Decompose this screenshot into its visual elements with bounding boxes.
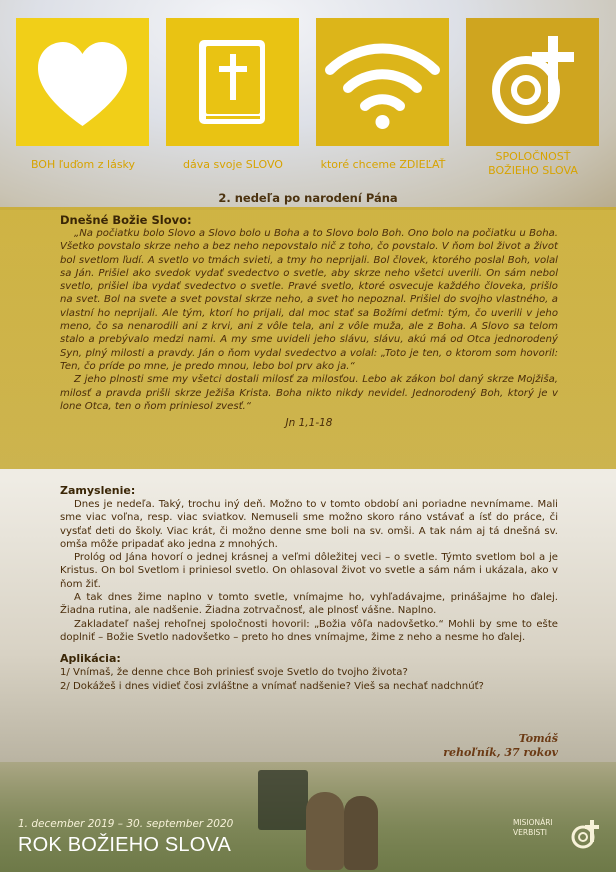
- tile-bible: [166, 18, 299, 146]
- sunday-title: 2. nedeľa po narodení Pána: [218, 191, 398, 205]
- reflection-paragraph-3: A tak dnes žime naplno v tomto svetle, vnímajme ho, vyhľadávajme, prinášajme ho ďalej. Žiadna rutina, ale nadšenie. Žiadna zotrvačnosť, ale plnosť vášne. Naplno.: [60, 592, 558, 617]
- book-photo-shape: [258, 770, 308, 830]
- application-heading: Aplikácia:: [60, 652, 121, 666]
- gospel-heading: Dnešné Božie Slovo:: [60, 213, 192, 227]
- reflection-paragraph-1: Dnes je nedeľa. Taký, trochu iný deň. Možno to v tomto období ani poriadne nevnímame. Mali sme viac voľna, resp. viac sviatkov. Nemuseli sme možno skoro ráno vstávať a ísť do práce, či vysťať deti do školy. Viac krát, či možno denne sme boli na sv. omši. A tak nám aj tá dnešná sv. omša môže pripadať ako jedna z mnohých.: [60, 499, 558, 550]
- gospel-section: [0, 207, 616, 469]
- heart-icon: [16, 18, 149, 146]
- signature-name: Tomáš: [518, 732, 558, 745]
- tile-wifi: [316, 18, 449, 146]
- signature-role: rehoľník, 37 rokov: [443, 746, 558, 759]
- missionaries-logo-text: [513, 818, 563, 838]
- shoe-photo-shape-right: [344, 796, 378, 870]
- caption-4: [458, 150, 608, 178]
- bible-icon: [166, 18, 299, 146]
- reflection-heading: Zamyslenie:: [60, 484, 136, 497]
- caption-2: dáva svoje SLOVO: [183, 158, 283, 171]
- reflection-paragraph-4: Zakladateľ našej rehoľnej spoločnosti hovoril: „Božia vôľa nadovšetko.“ Mohli by sme to ešte doplniť – Božie Svetlo nadovšetko – preto ho dnes vnímajme, žime z neho a nesme ho ďalej.: [60, 618, 558, 643]
- gospel-paragraph-2: Z jeho plnosti sme my všetci dostali milosť za milosťou. Lebo ak zákon bol daný skrze Mojžiša, milosť a pravda prišli skrze Ježiša Krista. Boha nikto nikdy nevidel. Jednorodený Boh, ktorý je v lone Otca, ten o ňom priniesol zvesť.“: [60, 374, 558, 412]
- tile-heart: [16, 18, 149, 146]
- shoe-photo-shape-left: [306, 792, 344, 870]
- tile-svd-logo: [466, 18, 599, 146]
- reflection-section: [60, 484, 558, 693]
- signature: [443, 732, 558, 760]
- reflection-paragraph-2: Prológ od Jána hovorí o jednej krásnej a veľmi dôležitej veci – o svetle. Týmto svetlom bol a je Kristus. On bol Svetlom i priniesol svetlo. On ohlasoval život vo svetle a sám nám i ukázala, ako v ňom žiť.: [60, 552, 558, 590]
- caption-1: BOH ľuďom z lásky: [30, 158, 136, 171]
- caption-4-line1: SPOLOČNOSŤ: [495, 150, 571, 163]
- svd-footer-logo-icon: [568, 817, 602, 851]
- wifi-icon: [316, 18, 449, 146]
- svd-logo-icon: [466, 18, 599, 146]
- gospel-paragraph-1: „Na počiatku bolo Slovo a Slovo bolo u Boha a to Slovo bolo Boh. Ono bolo na počiatku u Boha. Všetko povstalo skrze neho a bez neho nepovstalo nič z toho, čo povstalo. V ňom bol život a život bol svetlom ľudí. A svetlo vo tmách svieti, a tmy ho neprijali. Bol človek, ktorého poslal Boh, volal sa Ján. Prišiel ako svedok vydať svedectvo o svetle, aby skrze neho všetci uverili. On sám nebol svetlo, prišiel iba vydať svedectvo o svetle. Pravé svetlo, ktoré osvecuje každého človeka, prišlo na svet. Bol na svete a svet povstal skrze neho, a svet ho nepoznal. Prišiel do svojho vlastného, a vlastní ho neprijali. Ale tým, ktorí ho prijali, dal moc stať sa Božími deťmi: tým, čo uverili v jeho meno, čo sa nenarodili ani z krvi, ani z vôle tela, ani z vôle muža, ale z Boha. A Slovo sa telom stalo a prebývalo medzi nami. A my sme uvideli jeho slávu, slávu, akú má od Otca jednorodený Syn, plný milosti a pravdy. Ján o ňom vydal svedectvo a volal: „Toto je ten, o ktorom som hovoril: Ten, čo príde po mne, je predo mnou, lebo bol prv ako ja.“: [60, 228, 558, 372]
- application-item-2: 2/ Dokážeš i dnes vidieť čosi zvláštne a vnímať nadšenie? Vieš sa nechať nadchnúť?: [60, 680, 484, 692]
- icon-tiles: [0, 18, 616, 148]
- caption-3: ktoré chceme ZDIEĽAŤ: [320, 158, 446, 171]
- gospel-reference: Jn 1,1-18: [285, 417, 333, 430]
- footer-dates: 1. december 2019 – 30. september 2020: [18, 818, 234, 830]
- caption-4-line2: BOŽIEHO SLOVA: [488, 164, 578, 177]
- footer-title: ROK BOŽIEHO SLOVA: [18, 834, 232, 856]
- logo-line-2: VERBISTI: [513, 828, 547, 837]
- application-item-1: 1/ Vnímaš, že denne chce Boh priniesť svoje Svetlo do tvojho života?: [60, 667, 408, 679]
- logo-line-1: MISIONÁRI: [513, 818, 553, 827]
